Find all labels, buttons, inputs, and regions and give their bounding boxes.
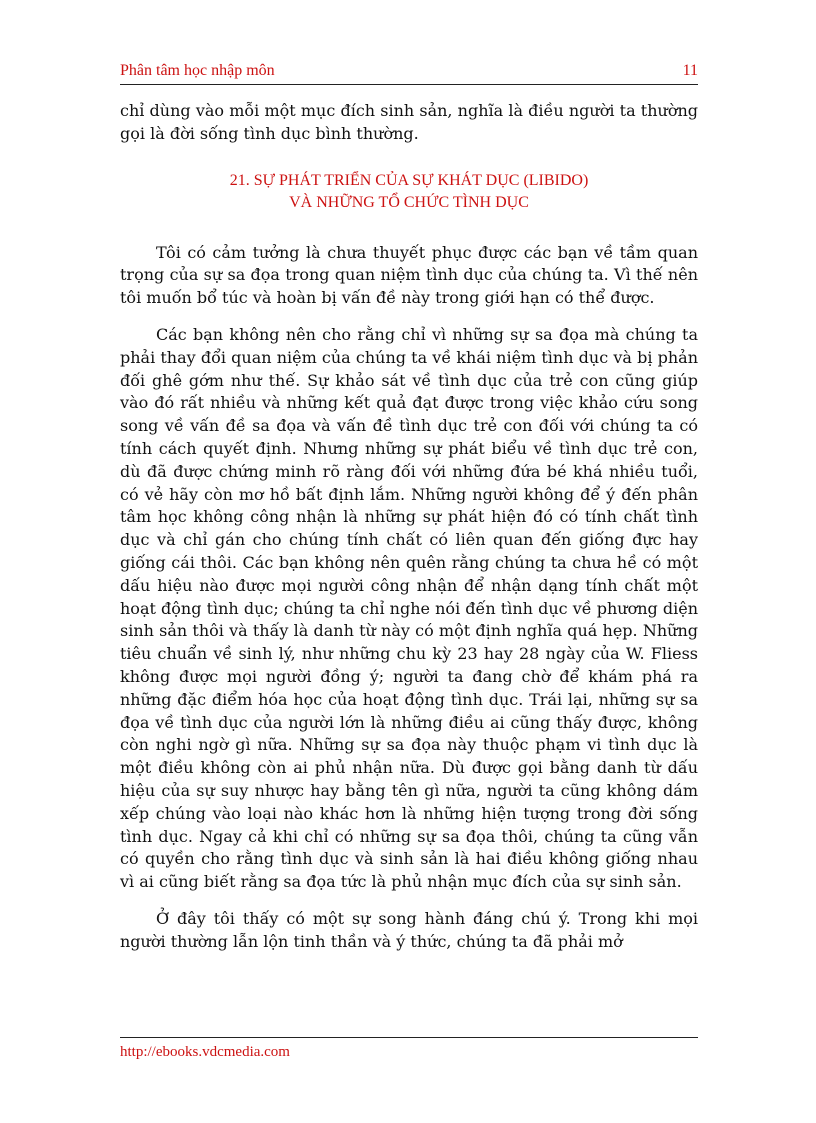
intro-paragraph: chỉ dùng vào mỗi một mục đích sinh sản, nghĩa là điều người ta thường gọi là đời sống tình dục bình thường.: [120, 101, 698, 143]
page-number: 11: [682, 62, 698, 79]
footer-divider: [120, 1037, 698, 1038]
section-heading-line-2: VÀ NHỮNG TỔ CHỨC TÌNH DỤC: [289, 193, 529, 211]
page-header: [120, 62, 698, 85]
book-title: Phân tâm học nhập môn: [120, 62, 275, 79]
paragraph-2: Các bạn không nên cho rằng chỉ vì những sự sa đọa mà chúng ta phải thay đổi quan niệm của chúng ta về khái niệm tình dục và bị phản đối ghê gớm như thế. Sự khảo sát về tình dục của trẻ con cũng giúp vào đó rất nhiều và những kết quả đạt được trong việc khảo cứu song song về vấn đề sa đọa và vấn đề tình dục trẻ con đối với chúng ta có tính cách quyết định. Nhưng những sự phát biểu về tình dục trẻ con, dù đã được chứng minh rõ ràng đối với những đứa bé khá nhiều tuổi, có vẻ hãy còn mơ hồ bất định lắm. Những người không để ý đến phân tâm học không công nhận là những sự phát hiện đó có tính chất tình dục và chỉ gán cho chúng tính chất có liên quan đến giống đực hay giống cái thôi. Các bạn không nên quên rằng chúng ta chưa hề có một dấu hiệu nào được mọi người công nhận để nhận dạng tính chất một hoạt động tình dục; chúng ta chỉ nghe nói đến tình dục về phương diện sinh sản thôi và thấy là danh từ này có một định nghĩa quá hẹp. Những tiêu chuẩn về sinh lý, như những chu kỳ 23 hay 28 ngày của W. Fliess không được mọi người đồng ý; người ta đang chờ để khám phá ra những đặc điểm hóa học của hoạt động tình dục. Trái lại, những sự sa đọa về tình dục của người lớn là những điều ai cũng thấy được, không còn nghi ngờ gì nữa. Những sự sa đọa này thuộc phạm vi tình dục là một điều không còn ai phủ nhận nữa. Dù được gọi bằng danh từ dấu hiệu của sự suy nhược hay bằng tên gì nữa, người ta cũng không dám xếp chúng vào loại nào khác hơn là những hiện tượng trong đời sống tình dục. Ngay cả khi chỉ có những sự sa đọa thôi, chúng ta cũng vẫn có quyền cho rằng tình dục và sinh sản là hai điều không giống nhau vì ai cũng biết rằng sa đọa tức là phủ nhận mục đích của sự sinh sản.: [120, 324, 698, 892]
section-heading-line-1: 21. SỰ PHÁT TRIỂN CỦA SỰ KHÁT DỤC (LIBIDO): [229, 171, 589, 189]
page-body: [120, 100, 698, 954]
paragraph-3: Ở đây tôi thấy có một sự song hành đáng chú ý. Trong khi mọi người thường lẫn lộn tinh thần và ý thức, chúng ta đã phải mở: [120, 908, 698, 951]
paragraph-1: Tôi có cảm tưởng là chưa thuyết phục được các bạn về tầm quan trọng của sự sa đọa trong quan niệm tình dục của chúng ta. Vì thế nên tôi muốn bổ túc và hoàn bị vấn đề này trong giới hạn có thể được.: [120, 242, 698, 308]
section-heading: [120, 170, 698, 214]
footer-link[interactable]: http://ebooks.vdcmedia.com: [120, 1044, 290, 1060]
